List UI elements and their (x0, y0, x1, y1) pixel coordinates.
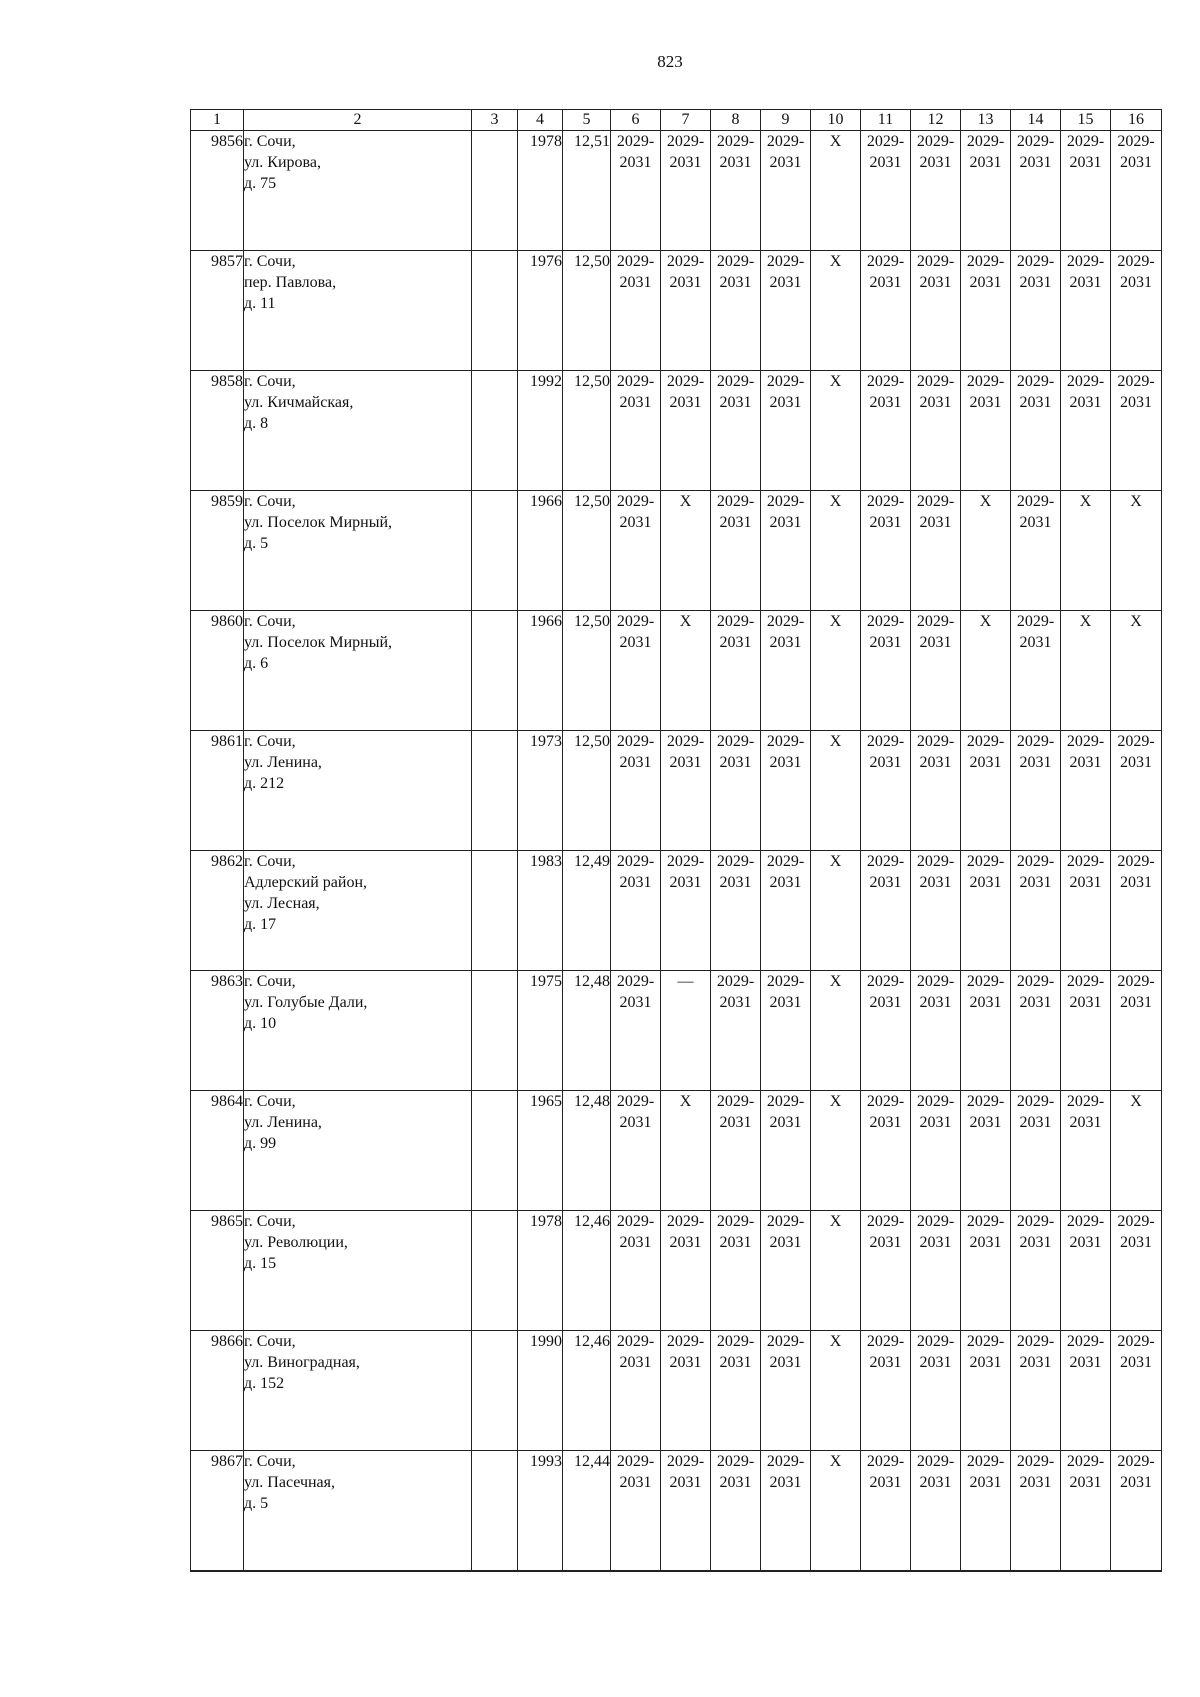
period-cell: 2029- 2031 (1061, 1211, 1111, 1331)
period-cell: 2029- 2031 (761, 1331, 811, 1451)
column-header: 12 (911, 110, 961, 131)
period-cell: 2029- 2031 (611, 851, 661, 971)
address-line: д. 99 (244, 1135, 277, 1152)
period-cell: 2029- 2031 (861, 731, 911, 851)
address-cell (244, 491, 472, 611)
period-cell: 2029- 2031 (911, 251, 961, 371)
period-cell: 2029- 2031 (1111, 1211, 1162, 1331)
address-cell (244, 1331, 472, 1451)
period-cell: 2029- 2031 (761, 491, 811, 611)
address-line: ул. Лесная, (244, 895, 320, 912)
year-cell: 1973 (518, 731, 563, 851)
period-cell: Х (811, 971, 861, 1091)
row-number: 9859 (191, 491, 244, 611)
period-cell: 2029- 2031 (1111, 371, 1162, 491)
address-line: ул. Голубые Дали, (244, 994, 368, 1011)
period-cell: 2029- 2031 (711, 731, 761, 851)
col3-cell (472, 731, 518, 851)
address-line: г. Сочи, (244, 613, 296, 630)
period-cell: 2029- 2031 (1011, 611, 1061, 731)
table-row (191, 371, 1162, 491)
address-line: г. Сочи, (244, 373, 296, 390)
col3-cell (472, 1211, 518, 1331)
period-cell: Х (961, 611, 1011, 731)
year-cell: 1978 (518, 131, 563, 251)
column-header: 15 (1061, 110, 1111, 131)
period-cell: 2029- 2031 (1011, 971, 1061, 1091)
col3-cell (472, 1091, 518, 1211)
row-number: 9860 (191, 611, 244, 731)
period-cell: 2029- 2031 (1111, 131, 1162, 251)
period-cell: 2029- 2031 (611, 131, 661, 251)
year-cell: 1990 (518, 1331, 563, 1451)
year-cell: 1992 (518, 371, 563, 491)
period-cell: 2029- 2031 (1111, 971, 1162, 1091)
period-cell: 2029- 2031 (711, 1211, 761, 1331)
period-cell: 2029- 2031 (1111, 251, 1162, 371)
period-cell: 2029- 2031 (1061, 1091, 1111, 1211)
address-line: ул. Кирова, (244, 154, 321, 171)
address-line: Адлерский район, (244, 874, 368, 891)
period-cell: 2029- 2031 (911, 731, 961, 851)
period-cell: 2029- 2031 (661, 131, 711, 251)
address-line: д. 11 (244, 295, 276, 312)
period-cell: 2029- 2031 (711, 491, 761, 611)
period-cell: 2029- 2031 (1111, 851, 1162, 971)
value-cell: 12,49 (563, 851, 611, 971)
address-line: г. Сочи, (244, 1333, 296, 1350)
row-number: 9863 (191, 971, 244, 1091)
period-cell: 2029- 2031 (1011, 371, 1061, 491)
period-cell: 2029- 2031 (1011, 1211, 1061, 1331)
period-cell: 2029- 2031 (961, 851, 1011, 971)
period-cell: Х (661, 611, 711, 731)
table-row (191, 491, 1162, 611)
period-cell: 2029- 2031 (911, 371, 961, 491)
row-number: 9864 (191, 1091, 244, 1211)
period-cell: 2029- 2031 (911, 1091, 961, 1211)
column-header: 3 (472, 110, 518, 131)
header-row (191, 110, 1162, 131)
period-cell: 2029- 2031 (1011, 1451, 1061, 1571)
period-cell: 2029- 2031 (1061, 1331, 1111, 1451)
period-cell: 2029- 2031 (661, 731, 711, 851)
period-cell: Х (1111, 491, 1162, 611)
address-cell (244, 1451, 472, 1571)
row-number: 9856 (191, 131, 244, 251)
period-cell: 2029- 2031 (1011, 731, 1061, 851)
table-row (191, 251, 1162, 371)
address-line: ул. Ленина, (244, 1114, 322, 1131)
period-cell: 2029- 2031 (611, 971, 661, 1091)
period-cell: Х (811, 1451, 861, 1571)
value-cell: 12,50 (563, 371, 611, 491)
column-header: 16 (1111, 110, 1162, 131)
address-cell (244, 131, 472, 251)
row-number: 9858 (191, 371, 244, 491)
col3-cell (472, 851, 518, 971)
address-line: д. 75 (244, 175, 277, 192)
period-cell: 2029- 2031 (711, 1331, 761, 1451)
address-line: г. Сочи, (244, 133, 296, 150)
period-cell: 2029- 2031 (761, 251, 811, 371)
period-cell: 2029- 2031 (861, 1091, 911, 1211)
column-header: 6 (611, 110, 661, 131)
address-cell (244, 971, 472, 1091)
year-cell: 1976 (518, 251, 563, 371)
period-cell: 2029- 2031 (1011, 851, 1061, 971)
period-cell: 2029- 2031 (961, 731, 1011, 851)
period-cell: 2029- 2031 (611, 1211, 661, 1331)
period-cell: 2029- 2031 (711, 251, 761, 371)
period-cell: 2029- 2031 (661, 371, 711, 491)
period-cell: 2029- 2031 (761, 731, 811, 851)
column-header: 10 (811, 110, 861, 131)
address-cell (244, 371, 472, 491)
period-cell: 2029- 2031 (1011, 131, 1061, 251)
period-cell: 2029- 2031 (661, 1211, 711, 1331)
period-cell: 2029- 2031 (961, 1331, 1011, 1451)
period-cell: 2029- 2031 (1111, 731, 1162, 851)
value-cell: 12,51 (563, 131, 611, 251)
period-cell: Х (811, 731, 861, 851)
period-cell: 2029- 2031 (1111, 1331, 1162, 1451)
period-cell: 2029- 2031 (861, 371, 911, 491)
period-cell: Х (811, 1091, 861, 1211)
period-cell: 2029- 2031 (911, 851, 961, 971)
table-row (191, 1211, 1162, 1331)
period-cell: Х (811, 491, 861, 611)
table-row (191, 1331, 1162, 1451)
address-cell (244, 611, 472, 731)
period-cell: 2029- 2031 (961, 1211, 1011, 1331)
period-cell: 2029- 2031 (861, 1331, 911, 1451)
period-cell: Х (961, 491, 1011, 611)
period-cell: Х (811, 371, 861, 491)
period-cell: 2029- 2031 (861, 851, 911, 971)
period-cell: 2029- 2031 (961, 971, 1011, 1091)
period-cell: 2029- 2031 (611, 731, 661, 851)
address-line: г. Сочи, (244, 253, 296, 270)
address-line: д. 6 (244, 655, 269, 672)
col3-cell (472, 251, 518, 371)
table-row (191, 851, 1162, 971)
address-line: г. Сочи, (244, 1213, 296, 1230)
period-cell: 2029- 2031 (961, 131, 1011, 251)
period-cell: 2029- 2031 (761, 1451, 811, 1571)
col3-cell (472, 131, 518, 251)
period-cell: 2029- 2031 (1061, 1451, 1111, 1571)
period-cell: 2029- 2031 (611, 1091, 661, 1211)
value-cell: 12,44 (563, 1451, 611, 1571)
period-cell: Х (1061, 491, 1111, 611)
period-cell: 2029- 2031 (761, 371, 811, 491)
address-cell (244, 1211, 472, 1331)
col3-cell (472, 1331, 518, 1451)
value-cell: 12,50 (563, 731, 611, 851)
period-cell: Х (1111, 611, 1162, 731)
table-row (191, 731, 1162, 851)
period-cell: 2029- 2031 (861, 491, 911, 611)
address-line: д. 15 (244, 1255, 277, 1272)
year-cell: 1966 (518, 491, 563, 611)
period-cell: 2029- 2031 (961, 371, 1011, 491)
period-cell: 2029- 2031 (611, 371, 661, 491)
row-number: 9865 (191, 1211, 244, 1331)
table-row (191, 1091, 1162, 1211)
address-line: г. Сочи, (244, 733, 296, 750)
value-cell: 12,48 (563, 1091, 611, 1211)
period-cell: 2029- 2031 (1061, 371, 1111, 491)
period-cell: 2029- 2031 (661, 1451, 711, 1571)
period-cell: 2029- 2031 (711, 371, 761, 491)
period-cell: 2029- 2031 (911, 1451, 961, 1571)
period-cell: 2029- 2031 (911, 611, 961, 731)
period-cell: 2029- 2031 (661, 851, 711, 971)
period-cell: 2029- 2031 (1061, 851, 1111, 971)
period-cell: Х (661, 1091, 711, 1211)
period-cell: 2029- 2031 (611, 251, 661, 371)
table-header (191, 110, 1162, 131)
value-cell: 12,50 (563, 251, 611, 371)
address-line: г. Сочи, (244, 493, 296, 510)
column-header: 14 (1011, 110, 1061, 131)
address-line: д. 10 (244, 1015, 277, 1032)
col3-cell (472, 1451, 518, 1571)
period-cell: 2029- 2031 (661, 1331, 711, 1451)
row-number: 9861 (191, 731, 244, 851)
value-cell: 12,46 (563, 1331, 611, 1451)
column-header: 8 (711, 110, 761, 131)
address-line: ул. Пасечная, (244, 1474, 336, 1491)
period-cell: Х (811, 851, 861, 971)
address-line: г. Сочи, (244, 973, 296, 990)
address-cell (244, 251, 472, 371)
column-header: 13 (961, 110, 1011, 131)
period-cell: 2029- 2031 (711, 611, 761, 731)
address-line: д. 152 (244, 1375, 285, 1392)
period-cell: 2029- 2031 (1011, 1091, 1061, 1211)
value-cell: 12,50 (563, 611, 611, 731)
value-cell: 12,46 (563, 1211, 611, 1331)
period-cell: 2029- 2031 (911, 971, 961, 1091)
address-line: д. 17 (244, 916, 277, 933)
period-cell: 2029- 2031 (761, 131, 811, 251)
period-cell: Х (1061, 611, 1111, 731)
period-cell: 2029- 2031 (711, 971, 761, 1091)
period-cell: 2029- 2031 (761, 851, 811, 971)
year-cell: 1993 (518, 1451, 563, 1571)
value-cell: 12,50 (563, 491, 611, 611)
period-cell: 2029- 2031 (761, 1091, 811, 1211)
column-header: 2 (244, 110, 472, 131)
period-cell: Х (811, 251, 861, 371)
year-cell: 1965 (518, 1091, 563, 1211)
period-cell: 2029- 2031 (861, 971, 911, 1091)
period-cell: 2029- 2031 (761, 1211, 811, 1331)
address-line: ул. Ленина, (244, 754, 322, 771)
table-row (191, 971, 1162, 1091)
address-line: г. Сочи, (244, 1453, 296, 1470)
period-cell: 2029- 2031 (611, 611, 661, 731)
table-body (191, 131, 1162, 1571)
col3-cell (472, 611, 518, 731)
period-cell: 2029- 2031 (861, 1211, 911, 1331)
period-cell: 2029- 2031 (961, 251, 1011, 371)
period-cell: Х (811, 131, 861, 251)
address-line: ул. Революции, (244, 1234, 348, 1251)
period-cell: 2029- 2031 (1061, 251, 1111, 371)
period-cell: Х (811, 1211, 861, 1331)
period-cell: 2029- 2031 (911, 491, 961, 611)
address-cell (244, 731, 472, 851)
year-cell: 1966 (518, 611, 563, 731)
column-header: 4 (518, 110, 563, 131)
period-cell: 2029- 2031 (861, 131, 911, 251)
year-cell: 1983 (518, 851, 563, 971)
period-cell: Х (1111, 1091, 1162, 1211)
address-line: г. Сочи, (244, 853, 296, 870)
address-line: ул. Виноградная, (244, 1354, 360, 1371)
period-cell: 2029- 2031 (911, 1211, 961, 1331)
period-cell: 2029- 2031 (1011, 1331, 1061, 1451)
address-line: ул. Поселок Мирный, (244, 634, 393, 651)
address-cell (244, 1091, 472, 1211)
address-line: г. Сочи, (244, 1093, 296, 1110)
period-cell: 2029- 2031 (911, 1331, 961, 1451)
address-line: д. 5 (244, 1495, 269, 1512)
period-cell: 2029- 2031 (961, 1091, 1011, 1211)
table-row (191, 611, 1162, 731)
row-number: 9862 (191, 851, 244, 971)
period-cell: 2029- 2031 (611, 491, 661, 611)
address-cell (244, 851, 472, 971)
year-cell: 1975 (518, 971, 563, 1091)
table-row (191, 1451, 1162, 1571)
period-cell: 2029- 2031 (861, 611, 911, 731)
period-cell: 2029- 2031 (1061, 131, 1111, 251)
period-cell: 2029- 2031 (711, 131, 761, 251)
period-cell: 2029- 2031 (611, 1451, 661, 1571)
column-header: 11 (861, 110, 911, 131)
period-cell: 2029- 2031 (711, 1451, 761, 1571)
period-cell: 2029- 2031 (1011, 251, 1061, 371)
year-cell: 1978 (518, 1211, 563, 1331)
address-line: ул. Поселок Мирный, (244, 514, 393, 531)
value-cell: 12,48 (563, 971, 611, 1091)
col3-cell (472, 971, 518, 1091)
period-cell: 2029- 2031 (761, 611, 811, 731)
period-cell: 2029- 2031 (1111, 1451, 1162, 1571)
period-cell: 2029- 2031 (761, 971, 811, 1091)
period-cell: 2029- 2031 (961, 1451, 1011, 1571)
row-number: 9867 (191, 1451, 244, 1571)
address-line: ул. Кичмайская, (244, 394, 354, 411)
period-cell: 2029- 2031 (1061, 731, 1111, 851)
period-cell: 2029- 2031 (861, 251, 911, 371)
period-cell: 2029- 2031 (661, 251, 711, 371)
row-number: 9866 (191, 1331, 244, 1451)
column-header: 1 (191, 110, 244, 131)
column-header: 7 (661, 110, 711, 131)
address-line: д. 8 (244, 415, 269, 432)
register-table (190, 109, 1162, 1572)
period-cell: 2029- 2031 (611, 1331, 661, 1451)
period-cell: — (661, 971, 711, 1091)
column-header: 9 (761, 110, 811, 131)
period-cell: Х (811, 1331, 861, 1451)
period-cell: 2029- 2031 (861, 1451, 911, 1571)
period-cell: 2029- 2031 (711, 851, 761, 971)
period-cell: 2029- 2031 (1011, 491, 1061, 611)
row-number: 9857 (191, 251, 244, 371)
period-cell: 2029- 2031 (911, 131, 961, 251)
period-cell: 2029- 2031 (1061, 971, 1111, 1091)
address-line: пер. Павлова, (244, 274, 337, 291)
col3-cell (472, 491, 518, 611)
period-cell: Х (661, 491, 711, 611)
page-number: 823 (657, 52, 683, 71)
period-cell: Х (811, 611, 861, 731)
col3-cell (472, 371, 518, 491)
table-row (191, 131, 1162, 251)
period-cell: 2029- 2031 (711, 1091, 761, 1211)
address-line: д. 5 (244, 535, 269, 552)
column-header: 5 (563, 110, 611, 131)
address-line: д. 212 (244, 775, 285, 792)
